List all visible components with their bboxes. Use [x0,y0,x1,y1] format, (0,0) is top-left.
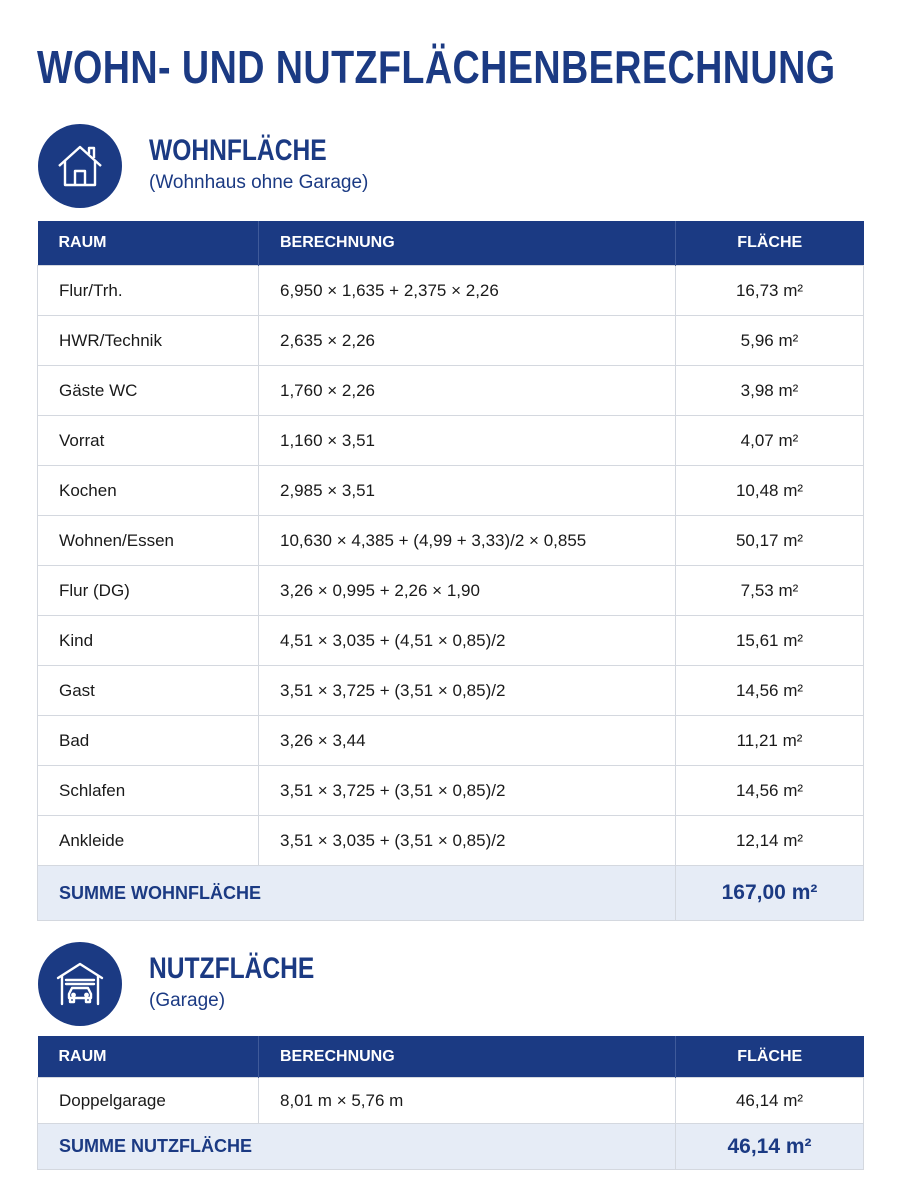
area-cell: 7,53 m² [676,566,864,616]
sum-row-wohnflaeche [38,866,864,921]
calc-cell: 4,51 × 3,035 + (4,51 × 0,85)/2 [259,616,676,666]
area-cell: 46,14 m² [676,1078,864,1124]
room-cell: Vorrat [38,416,259,466]
area-cell: 5,96 m² [676,316,864,366]
area-cell: 16,73 m² [676,266,864,316]
room-cell: Wohnen/Essen [38,516,259,566]
room-cell: Flur/Trh. [38,266,259,316]
column-header-flaeche: FLÄCHE [676,221,864,266]
column-header-berechnung: BERECHNUNG [259,1036,676,1078]
column-header-flaeche: FLÄCHE [676,1036,864,1078]
calc-cell: 8,01 m × 5,76 m [259,1078,676,1124]
nutzflaeche-table [37,1036,864,1170]
area-cell: 10,48 m² [676,466,864,516]
section-header-wohnflaeche [38,124,638,208]
room-cell: Kochen [38,466,259,516]
area-cell: 11,21 m² [676,716,864,766]
calc-cell: 1,160 × 3,51 [259,416,676,466]
sum-value: 46,14 m² [676,1124,864,1170]
room-cell: Kind [38,616,259,666]
calc-cell: 2,635 × 2,26 [259,316,676,366]
table-row [38,816,864,866]
table-row [38,1078,864,1124]
calc-cell: 2,985 × 3,51 [259,466,676,516]
table-row [38,566,864,616]
calc-cell: 10,630 × 4,385 + (4,99 + 3,33)/2 × 0,855 [259,516,676,566]
room-cell: Ankleide [38,816,259,866]
table-row [38,366,864,416]
area-cell: 14,56 m² [676,666,864,716]
calc-cell: 3,26 × 3,44 [259,716,676,766]
table-row [38,266,864,316]
area-cell: 4,07 m² [676,416,864,466]
area-cell: 50,17 m² [676,516,864,566]
table-row [38,766,864,816]
table-row [38,666,864,716]
wohnflaeche-table [37,221,864,921]
calc-cell: 3,51 × 3,725 + (3,51 × 0,85)/2 [259,666,676,716]
area-cell: 15,61 m² [676,616,864,666]
section-header-nutzflaeche [38,942,638,1026]
sum-label: SUMME NUTZFLÄCHE [38,1124,676,1170]
room-cell: Doppelgarage [38,1078,259,1124]
sum-row-nutzflaeche [38,1124,864,1170]
sum-label: SUMME WOHNFLÄCHE [38,866,676,921]
calc-cell: 1,760 × 2,26 [259,366,676,416]
section-title: NUTZFLÄCHE [149,952,315,985]
area-cell: 3,98 m² [676,366,864,416]
calc-cell: 3,51 × 3,725 + (3,51 × 0,85)/2 [259,766,676,816]
table-row [38,466,864,516]
table-row [38,716,864,766]
column-header-raum: RAUM [38,1036,259,1078]
area-cell: 12,14 m² [676,816,864,866]
table-row [38,416,864,466]
garage-car-icon [38,942,122,1026]
calc-cell: 6,950 × 1,635 + 2,375 × 2,26 [259,266,676,316]
table-row [38,516,864,566]
table-header-row [38,221,864,266]
section-subtitle: (Wohnhaus ohne Garage) [149,172,369,193]
page-title: WOHN- UND NUTZFLÄCHENBERECHNUNG [37,41,836,93]
column-header-raum: RAUM [38,221,259,266]
sum-value: 167,00 m² [676,866,864,921]
calc-cell: 3,51 × 3,035 + (3,51 × 0,85)/2 [259,816,676,866]
room-cell: Schlafen [38,766,259,816]
section-subtitle: (Garage) [149,990,226,1011]
table-header-row [38,1036,864,1078]
room-cell: Gast [38,666,259,716]
section-title: WOHNFLÄCHE [149,134,327,167]
room-cell: Flur (DG) [38,566,259,616]
house-icon [38,124,122,208]
column-header-berechnung: BERECHNUNG [259,221,676,266]
room-cell: Bad [38,716,259,766]
table-row [38,616,864,666]
room-cell: HWR/Technik [38,316,259,366]
table-row [38,316,864,366]
calc-cell: 3,26 × 0,995 + 2,26 × 1,90 [259,566,676,616]
room-cell: Gäste WC [38,366,259,416]
area-cell: 14,56 m² [676,766,864,816]
